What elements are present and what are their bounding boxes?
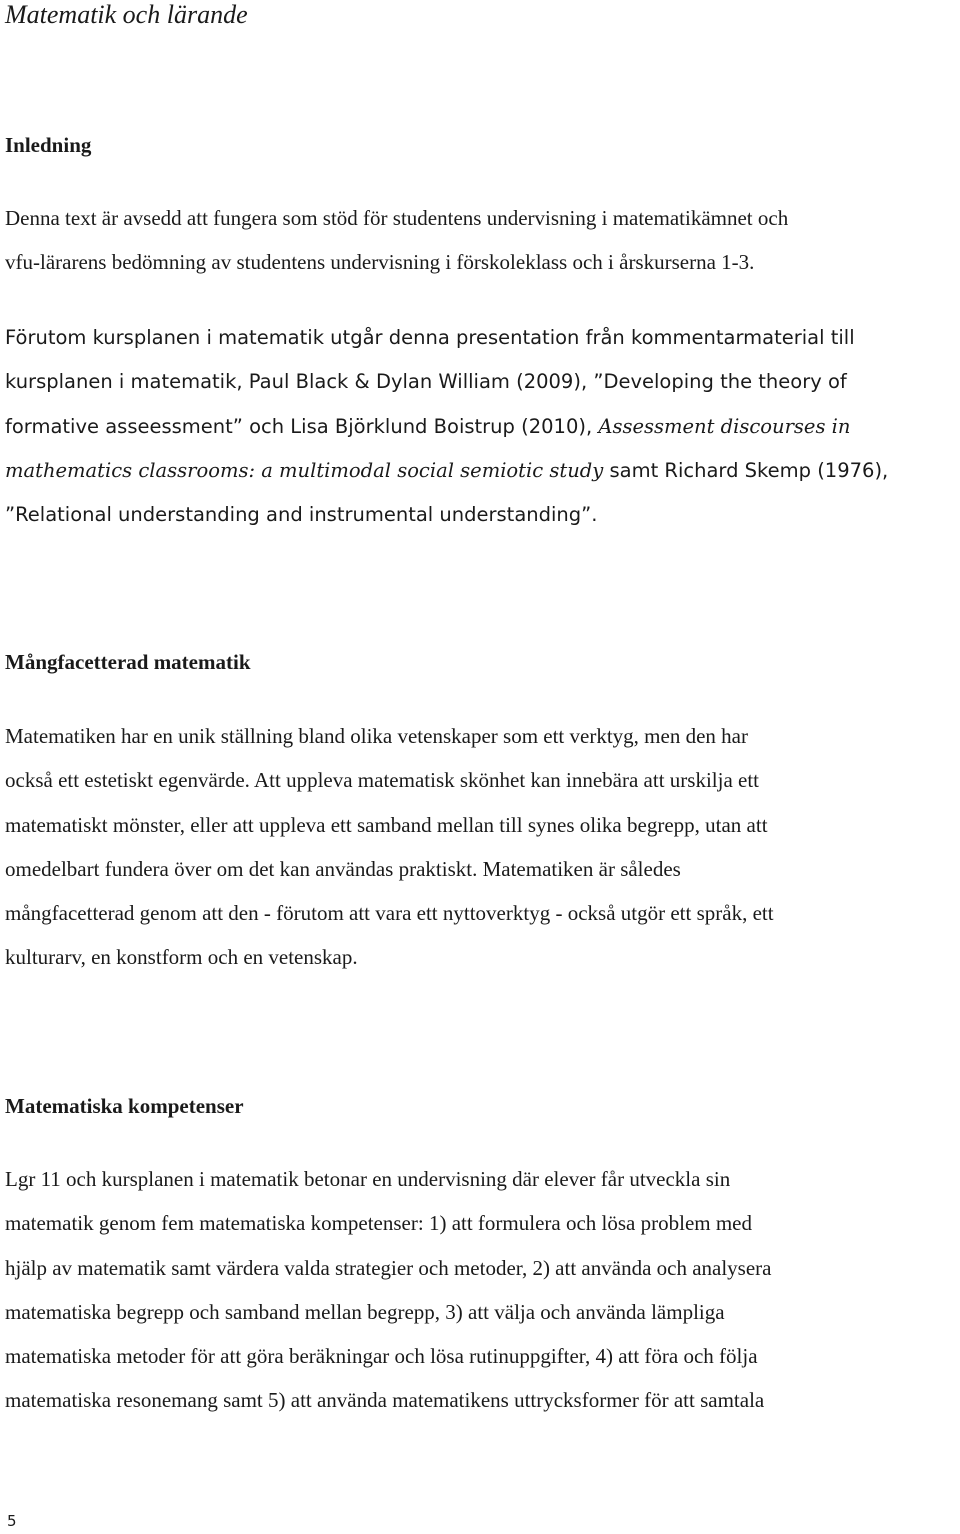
text-line: Denna text är avsedd att fungera som stöd för studentens undervisning i matematikämnet och [5, 206, 789, 230]
text-line [5, 405, 955, 449]
book-title-italic: mathematics classrooms: a multimodal social semiotic study [5, 458, 604, 482]
text-line: matematiska begrepp och samband mellan begrepp, 3) att välja och använda lämpliga [5, 1299, 725, 1324]
text-line: Matematiken har en unik ställning bland olika vetenskaper som ett verktyg, men den har [5, 724, 748, 748]
paragraph-kompetenser [5, 1157, 955, 1423]
page-number: 5 [7, 1512, 17, 1530]
paragraph-references [5, 316, 955, 537]
text-line: matematiska metoder för att göra beräkningar och lösa rutinuppgifter, 4) att föra och följa [5, 1344, 758, 1369]
text-line: vfu-lärarens bedömning av studentens undervisning i förskoleklass och i årskurserna 1-3. [5, 250, 755, 275]
paragraph-intro [5, 196, 955, 285]
text-line [5, 449, 955, 493]
paragraph-mangfacetterad [5, 714, 955, 980]
text-line: Förutom kursplanen i matematik utgår denna presentation från kommentarmaterial till [5, 326, 855, 349]
document-title: Matematik och lärande [5, 0, 248, 29]
text-line: ”Relational understanding and instrumental understanding”. [5, 503, 598, 527]
text-line: matematik genom fem matematiska kompetenser: 1) att formulera och lösa problem med [5, 1211, 753, 1236]
text-line: omedelbart fundera över om det kan användas praktiskt. Matematiken är således [5, 856, 681, 881]
text-line: kulturarv, en konstform och en vetenskap. [5, 945, 358, 970]
text-line: matematiska resonemang samt 5) att använda matematikens uttrycksformer för att samtala [5, 1388, 765, 1413]
section-heading-mangfacetterad: Mångfacetterad matematik [5, 650, 251, 674]
text-line: kursplanen i matematik, Paul Black & Dylan William (2009), ”Developing the theory of [5, 370, 847, 394]
text-line: hjälp av matematik samt värdera valda strategier och metoder, 2) att använda och analysera [5, 1255, 772, 1280]
text-run: formative asseessment” och Lisa Björklund Boistrup (2010), [5, 414, 599, 438]
text-line: också ett estetiskt egenvärde. Att uppleva matematisk skönhet kan innebära att urskilja ett [5, 768, 760, 793]
text-run: samt Richard Skemp (1976), [603, 458, 889, 482]
section-heading-kompetenser: Matematiska kompetenser [5, 1094, 244, 1118]
text-line: matematiskt mönster, eller att uppleva ett samband mellan till synes olika begrepp, utan att [5, 812, 768, 837]
section-heading-inledning: Inledning [5, 133, 92, 157]
text-line: Lgr 11 och kursplanen i matematik betonar en undervisning där elever får utveckla sin [5, 1167, 731, 1191]
text-line: mångfacetterad genom att den - förutom att vara ett nyttoverktyg - också utgör ett språk, ett [5, 901, 774, 926]
book-title-italic: Assessment discourses in [598, 414, 851, 438]
